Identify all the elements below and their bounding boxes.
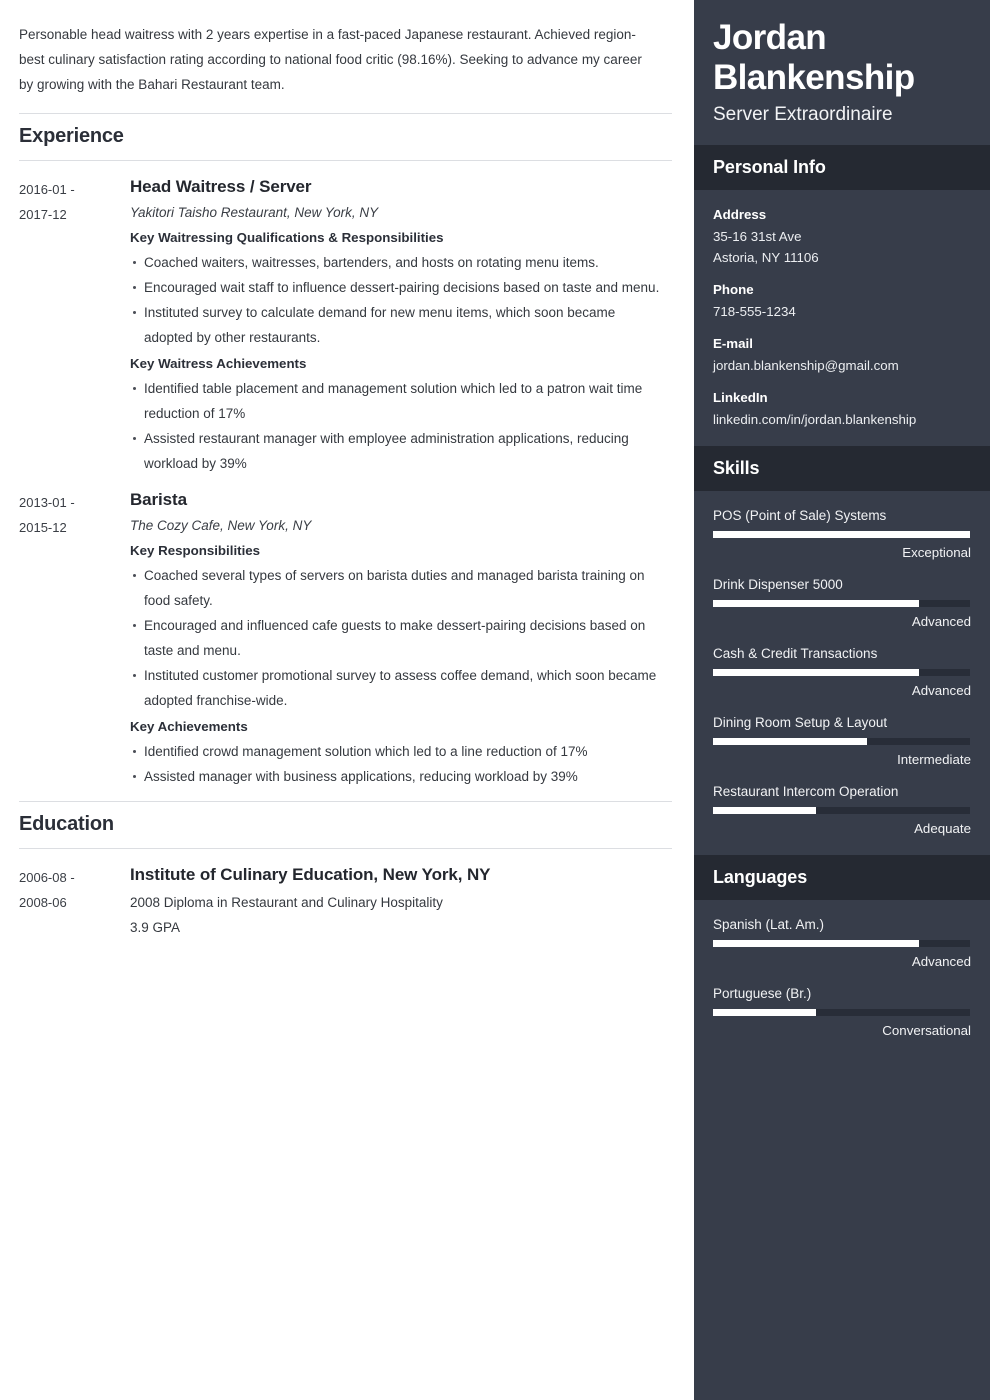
section-heading: Education bbox=[19, 801, 672, 849]
entry-bullet: Assisted manager with business applications, reducing workload by 39% bbox=[130, 764, 664, 789]
entry-date-end: 2017-12 bbox=[19, 207, 67, 222]
meter-fill bbox=[713, 669, 919, 676]
meter-track bbox=[713, 669, 970, 676]
meter-fill bbox=[713, 738, 867, 745]
entry-date-range bbox=[19, 863, 130, 915]
skills-list bbox=[694, 491, 990, 855]
entry-bullet-list bbox=[130, 563, 664, 713]
meter-level: Advanced bbox=[911, 954, 971, 969]
personal-info-label: LinkedIn bbox=[713, 390, 768, 405]
entry-subtitle: The Cozy Cafe, New York, NY bbox=[130, 518, 312, 533]
entry-group-label: Key Achievements bbox=[130, 719, 248, 734]
languages-band bbox=[694, 855, 990, 900]
skill-item bbox=[713, 574, 971, 632]
personal-info-item bbox=[713, 279, 971, 322]
meter-track bbox=[713, 1009, 970, 1016]
entry-bullet: Assisted restaurant manager with employee administration applications, reducing workload by 39% bbox=[130, 426, 664, 476]
skills-band bbox=[694, 446, 990, 491]
languages-list bbox=[694, 900, 990, 1057]
meter-label: POS (Point of Sale) Systems bbox=[713, 508, 887, 523]
entry-title: Institute of Culinary Education, New York, NY bbox=[130, 865, 491, 884]
meter-fill bbox=[713, 531, 970, 538]
sidebar bbox=[694, 0, 990, 1400]
meter-track bbox=[713, 600, 970, 607]
professional-summary: Personable head waitress with 2 years expertise in a fast-paced Japanese restaurant. Achieved region-best culinary satisfaction rating according to national food critic (98.16%). Seeking to advance my career by growing with the Bahari Restaurant team. bbox=[19, 27, 642, 92]
entry-bullet-list bbox=[130, 250, 664, 350]
resume-sections bbox=[19, 113, 672, 940]
meter-fill bbox=[713, 600, 919, 607]
entry-bullet: Identified crowd management solution which led to a line reduction of 17% bbox=[130, 739, 664, 764]
resume-section bbox=[19, 801, 672, 940]
entry-bullet-list bbox=[130, 376, 664, 476]
languages-title: Languages bbox=[713, 867, 808, 887]
meter-track bbox=[713, 531, 970, 538]
entry-detail-line: 2008 Diploma in Restaurant and Culinary Hospitality bbox=[130, 895, 443, 910]
personal-info-item bbox=[713, 204, 971, 268]
meter-label: Portuguese (Br.) bbox=[713, 986, 812, 1001]
skill-item bbox=[713, 505, 971, 563]
entry-group-label: Key Waitress Achievements bbox=[130, 356, 307, 371]
entry-body bbox=[130, 863, 672, 940]
entry-bullet: Identified table placement and management solution which led to a patron wait time reduction of 17% bbox=[130, 376, 664, 426]
meter-level: Advanced bbox=[911, 683, 971, 698]
meter-level: Intermediate bbox=[897, 752, 971, 767]
entry-date-range bbox=[19, 175, 130, 227]
meter-label: Cash & Credit Transactions bbox=[713, 646, 878, 661]
language-item bbox=[713, 983, 971, 1041]
resume-entry bbox=[19, 488, 672, 791]
entry-bullet: Instituted customer promotional survey to assess coffee demand, which soon became adopted franchise-wide. bbox=[130, 663, 664, 713]
personal-info-value: jordan.blankenship@gmail.com bbox=[713, 358, 899, 373]
entry-body bbox=[130, 175, 672, 478]
entry-bullet: Coached several types of servers on barista duties and managed barista training on food safety. bbox=[130, 563, 664, 613]
entry-date-start: 2013-01 - bbox=[19, 495, 75, 510]
personal-info-title: Personal Info bbox=[713, 157, 826, 177]
meter-level: Conversational bbox=[882, 1023, 971, 1038]
language-item bbox=[713, 914, 971, 972]
meter-track bbox=[713, 738, 970, 745]
meter-label: Dining Room Setup & Layout bbox=[713, 715, 888, 730]
entry-group-label: Key Waitressing Qualifications & Responsibilities bbox=[130, 230, 444, 245]
meter-level: Adequate bbox=[914, 821, 971, 836]
entry-date-end: 2015-12 bbox=[19, 520, 67, 535]
personal-info-item bbox=[713, 333, 971, 376]
meter-label: Spanish (Lat. Am.) bbox=[713, 917, 825, 932]
skill-item bbox=[713, 643, 971, 701]
meter-label: Drink Dispenser 5000 bbox=[713, 577, 843, 592]
meter-level: Advanced bbox=[911, 614, 971, 629]
entry-subtitle: Yakitori Taisho Restaurant, New York, NY bbox=[130, 205, 379, 220]
personal-info-label: Address bbox=[713, 207, 767, 222]
sidebar-header bbox=[694, 0, 990, 145]
personal-info-list bbox=[694, 190, 990, 446]
meter-fill bbox=[713, 940, 919, 947]
meter-fill bbox=[713, 1009, 816, 1016]
entry-bullet-list bbox=[130, 739, 664, 789]
entry-title: Head Waitress / Server bbox=[130, 177, 312, 196]
section-heading: Experience bbox=[19, 113, 672, 161]
entry-date-range bbox=[19, 488, 130, 540]
personal-info-value: 35-16 31st Ave bbox=[713, 229, 802, 244]
meter-track bbox=[713, 807, 970, 814]
personal-info-label: Phone bbox=[713, 282, 754, 297]
entry-bullet: Coached waiters, waitresses, bartenders, and hosts on rotating menu items. bbox=[130, 250, 664, 275]
resume-section bbox=[19, 113, 672, 791]
entry-detail-line: 3.9 GPA bbox=[130, 920, 181, 935]
meter-level: Exceptional bbox=[902, 545, 971, 560]
entry-date-end: 2008-06 bbox=[19, 895, 67, 910]
candidate-role: Server Extraordinaire bbox=[713, 104, 893, 125]
candidate-name: Jordan Blankenship bbox=[713, 18, 915, 97]
personal-info-label: E-mail bbox=[713, 336, 753, 351]
meter-label: Restaurant Intercom Operation bbox=[713, 784, 899, 799]
resume-entry bbox=[19, 175, 672, 478]
personal-info-value: linkedin.com/in/jordan.blankenship bbox=[713, 412, 917, 427]
entry-title: Barista bbox=[130, 490, 187, 509]
personal-info-value: Astoria, NY 11106 bbox=[713, 250, 819, 265]
skill-item bbox=[713, 781, 971, 839]
skill-item bbox=[713, 712, 971, 770]
personal-info-value: 718-555-1234 bbox=[713, 304, 796, 319]
entry-bullet: Encouraged wait staff to influence dessert-pairing decisions based on taste and menu. bbox=[130, 275, 664, 300]
personal-info-item bbox=[713, 387, 971, 430]
entry-date-start: 2006-08 - bbox=[19, 870, 75, 885]
entry-date-start: 2016-01 - bbox=[19, 182, 75, 197]
entry-body bbox=[130, 488, 672, 791]
entry-group-label: Key Responsibilities bbox=[130, 543, 261, 558]
entry-bullet: Instituted survey to calculate demand for new menu items, which soon became adopted by other restaurants. bbox=[130, 300, 664, 350]
meter-track bbox=[713, 940, 970, 947]
skills-title: Skills bbox=[713, 458, 760, 478]
personal-info-band bbox=[694, 145, 990, 190]
resume-entry bbox=[19, 863, 672, 940]
entry-bullet: Encouraged and influenced cafe guests to make dessert-pairing decisions based on taste and menu. bbox=[130, 613, 664, 663]
meter-fill bbox=[713, 807, 816, 814]
